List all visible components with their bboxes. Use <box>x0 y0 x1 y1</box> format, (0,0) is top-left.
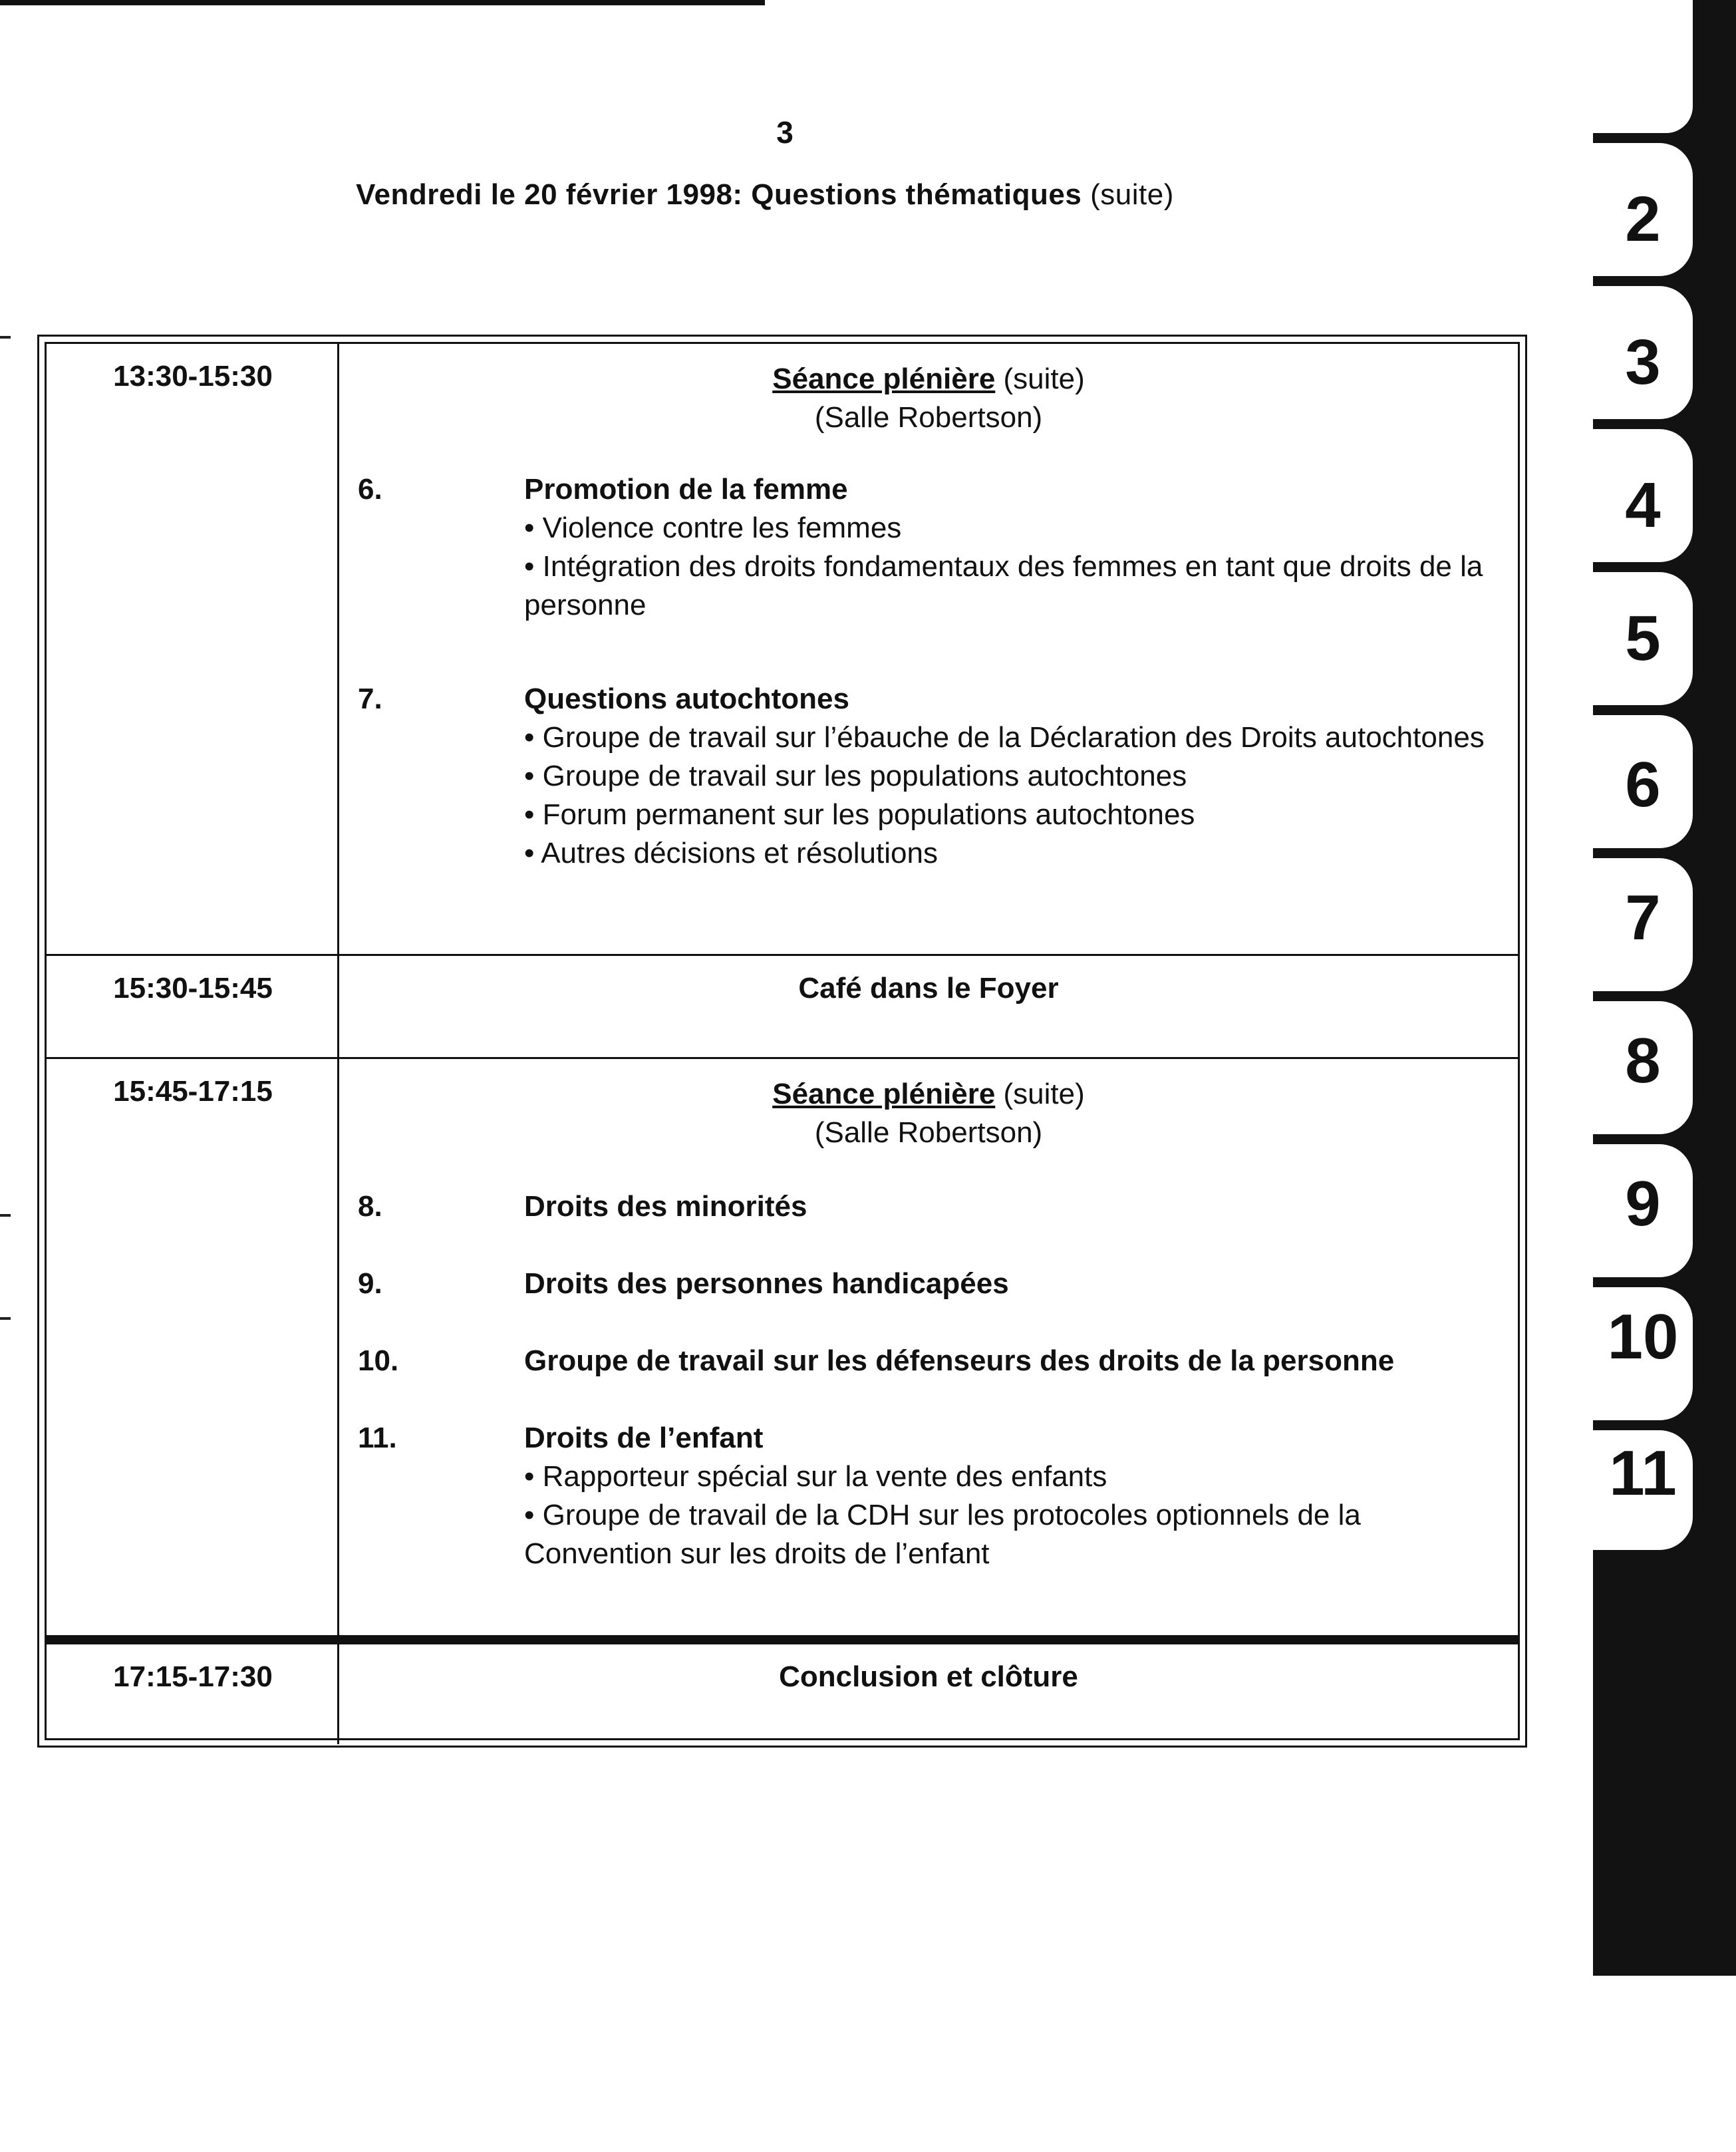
tab-label-7[interactable]: 7 <box>1625 882 1661 953</box>
item-title: Groupe de travail sur les défenseurs des droits de la personne <box>524 1344 1395 1377</box>
break-title: Café dans le Foyer <box>798 972 1059 1004</box>
content-cell <box>339 956 1518 1057</box>
tab-label-4[interactable]: 4 <box>1625 470 1661 541</box>
scan-mark <box>0 336 11 339</box>
bullet-item: • Groupe de travail de la CDH sur les protocoles optionnels de la Convention sur les droits de l’enfant <box>524 1496 1505 1573</box>
session-suffix: (suite) <box>1003 1078 1085 1110</box>
bullet-item: • Autres décisions et résolutions <box>524 834 1505 873</box>
tab-label-11[interactable]: 11 <box>1609 1438 1677 1509</box>
tab-label-8[interactable]: 8 <box>1625 1025 1661 1096</box>
schedule-row-4 <box>47 1644 1518 1744</box>
item-title: Droits des minorités <box>524 1190 807 1223</box>
item-title: Questions autochtones <box>524 683 849 715</box>
content-cell <box>339 1644 1518 1744</box>
agenda-item-10 <box>358 1342 1505 1380</box>
item-number: 6. <box>358 473 382 506</box>
bullet-item: • Rapporteur spécial sur la vente des enfants <box>524 1458 1505 1496</box>
schedule-table <box>37 335 1527 1748</box>
time-cell <box>47 344 339 954</box>
time-cell <box>47 1644 339 1744</box>
tab-label-6[interactable]: 6 <box>1625 749 1661 820</box>
top-rule <box>0 0 765 5</box>
item-number: 7. <box>358 683 382 715</box>
bullet-item: • Violence contre les femmes <box>524 509 1505 547</box>
content-cell <box>339 1059 1518 1635</box>
item-number: 9. <box>358 1267 382 1300</box>
item-title: Droits de l’enfant <box>524 1422 764 1454</box>
closing-title: Conclusion et clôture <box>779 1660 1078 1693</box>
session-suffix: (suite) <box>1003 363 1085 395</box>
tab-edge <box>1593 0 1693 133</box>
session-heading <box>339 1075 1518 1152</box>
time-label: 13:30-15:30 <box>113 360 273 392</box>
content-cell <box>339 344 1518 954</box>
heading-bold: Vendredi le 20 février 1998: Questions thématiques <box>356 178 1082 211</box>
bullet-item: • Intégration des droits fondamentaux des femmes en tant que droits de la personne <box>524 547 1505 625</box>
session-heading <box>339 360 1518 437</box>
agenda-item-8 <box>358 1187 1505 1226</box>
agenda-item-11 <box>358 1419 1505 1573</box>
bullet-item: • Forum permanent sur les populations autochtones <box>524 796 1505 834</box>
tab-label-10[interactable]: 10 <box>1607 1301 1679 1372</box>
item-number: 8. <box>358 1190 382 1223</box>
tab-label-2[interactable]: 2 <box>1625 184 1661 255</box>
item-number: 10. <box>358 1344 399 1377</box>
time-label: 15:45-17:15 <box>113 1075 273 1108</box>
tab-label-5[interactable]: 5 <box>1625 603 1661 674</box>
time-cell <box>47 1059 339 1635</box>
schedule-row-1 <box>47 344 1518 956</box>
page-number: 3 <box>776 115 794 150</box>
bullet-item: • Groupe de travail sur les populations autochtones <box>524 757 1505 796</box>
agenda-item-6 <box>358 470 1505 625</box>
time-cell <box>47 956 339 1057</box>
scan-mark <box>0 1317 11 1320</box>
item-number: 11. <box>358 1422 397 1454</box>
session-title: Séance plénière <box>772 1078 996 1110</box>
page-heading <box>166 178 1364 212</box>
item-title: Droits des personnes handicapées <box>524 1267 1009 1300</box>
schedule-table-inner <box>45 342 1520 1740</box>
session-room: (Salle Robertson) <box>814 401 1043 434</box>
tab-label-3[interactable]: 3 <box>1625 327 1661 398</box>
heading-suffix: (suite) <box>1090 178 1174 211</box>
session-room: (Salle Robertson) <box>814 1116 1043 1149</box>
scan-mark <box>0 1214 11 1217</box>
bullet-item: • Groupe de travail sur l’ébauche de la Déclaration des Droits autochtones <box>524 718 1505 757</box>
time-label: 15:30-15:45 <box>113 972 273 1004</box>
time-label: 17:15-17:30 <box>113 1660 273 1693</box>
item-title: Promotion de la femme <box>524 473 848 506</box>
tab-strip-bottom <box>1593 1976 1736 2152</box>
tab-label-9[interactable]: 9 <box>1625 1168 1661 1239</box>
session-title: Séance plénière <box>772 363 996 395</box>
agenda-item-9 <box>358 1265 1505 1303</box>
schedule-row-2 <box>47 956 1518 1059</box>
agenda-item-7 <box>358 680 1505 873</box>
schedule-row-3 <box>47 1059 1518 1644</box>
